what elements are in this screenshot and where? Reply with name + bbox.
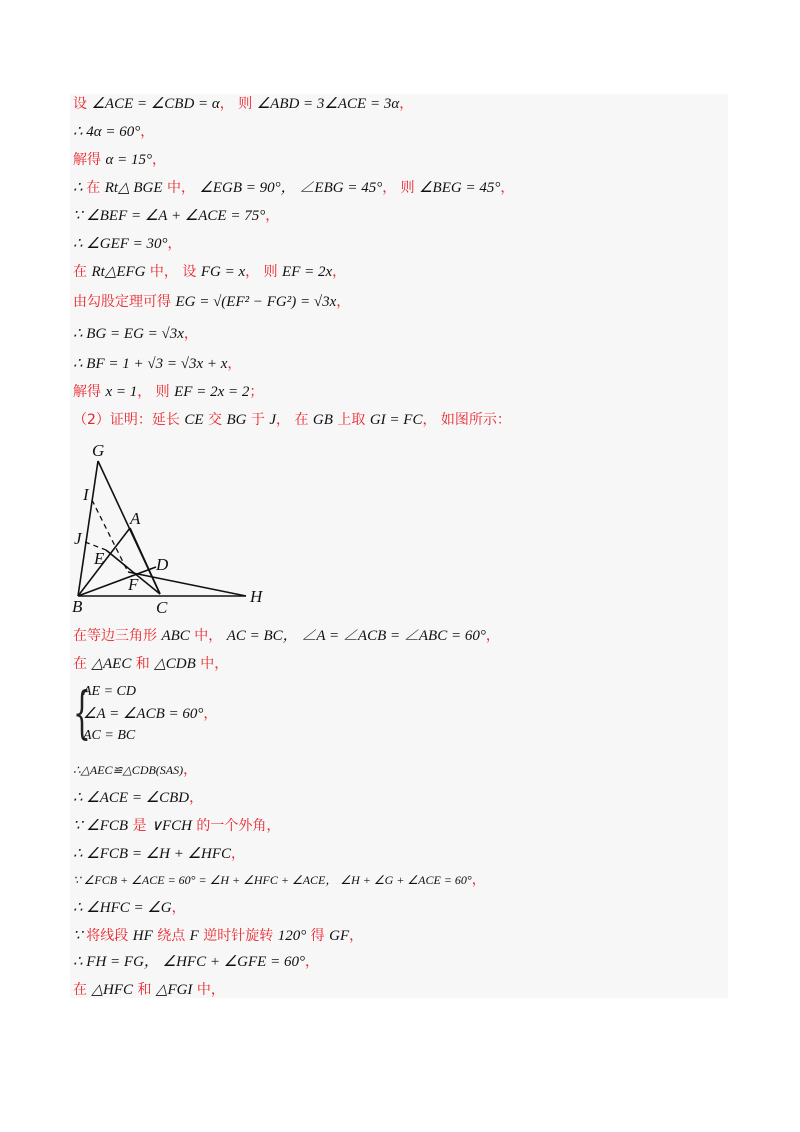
solution-line-8: 由勾股定理可得 EG = √(EF² − FG²) = √3x，	[73, 294, 351, 310]
segment-FH	[128, 572, 246, 596]
label-F: F	[128, 575, 139, 594]
label-A: A	[130, 509, 141, 528]
label-J: J	[74, 529, 82, 548]
geometry-figure	[70, 440, 280, 620]
solution-line-13: 在等边三角形 ABC 中， AC = BC， ∠A = ∠ACB = ∠ABC = 60°，	[73, 628, 500, 644]
system-row-1: AE = CD	[83, 684, 136, 699]
solution-line-21: ∵ 将线段 HF 绕点 F 逆时针旋转 120° 得 GF，	[73, 928, 364, 944]
solution-line-22: ∴ FH = FG， ∠HFC + ∠GFE = 60°，	[73, 954, 319, 970]
solution-line-20: ∴ ∠HFC = ∠G，	[73, 900, 186, 916]
system-row-2: ∠A = ∠ACB = 60°，	[83, 706, 218, 722]
solution-line-1: 设 ∠ACE = ∠CBD = α， 则 ∠ABD = 3∠ACE = 3α，	[73, 96, 414, 112]
brace-symbol: {	[73, 681, 91, 746]
solution-line-15: ∴△AEC≌△CDB(SAS)，	[73, 762, 198, 778]
solution-line-2: ∴ 4α = 60°，	[73, 124, 155, 140]
solution-line-14: 在 △AEC 和 △CDB 中，	[73, 656, 229, 672]
solution-line-23: 在 △HFC 和 △FGI 中，	[73, 982, 225, 998]
equation-system	[73, 682, 273, 748]
label-D: D	[156, 555, 169, 574]
solution-line-6: ∴ ∠GEF = 30°，	[73, 236, 182, 252]
solution-line-7: 在 Rt△EFG 中， 设 FG = x， 则 EF = 2x，	[73, 264, 347, 280]
solution-line-16: ∴ ∠ACE = ∠CBD，	[73, 790, 204, 806]
solution-line-18: ∴ ∠FCB = ∠H + ∠HFC，	[73, 846, 246, 862]
solution-line-12: （2）证明：延长 CE 交 BG 于 J， 在 GB 上取 GI = FC， 如图所示：	[73, 412, 511, 428]
solution-line-19: ∵ ∠FCB + ∠ACE = 60° = ∠H + ∠HFC + ∠ACE， ∠H + ∠G + ∠ACE = 60°，	[73, 872, 486, 888]
solution-line-3: 解得 α = 15°，	[73, 152, 166, 168]
solution-line-17: ∵ ∠FCB 是 ∨FCH 的一个外角，	[73, 818, 281, 834]
label-I: I	[83, 485, 89, 504]
label-B: B	[72, 597, 83, 616]
label-H: H	[250, 587, 263, 606]
solution-line-9: ∴ BG = EG = √3x，	[73, 326, 198, 342]
label-E: E	[94, 549, 105, 568]
system-row-3: AC = BC	[83, 728, 136, 743]
label-C: C	[156, 598, 168, 617]
solution-line-4: ∴ 在 Rt△ BGE 中， ∠EGB = 90°， ∠EBG = 45°， 则 ∠BEG = 45°，	[73, 180, 515, 196]
solution-line-5: ∵ ∠BEF = ∠A + ∠ACE = 75°，	[73, 208, 280, 224]
solution-line-10: ∴ BF = 1 + √3 = √3x + x，	[73, 356, 242, 372]
label-G: G	[92, 441, 105, 460]
solution-line-11: 解得 x = 1， 则 EF = 2x = 2；	[73, 384, 264, 400]
